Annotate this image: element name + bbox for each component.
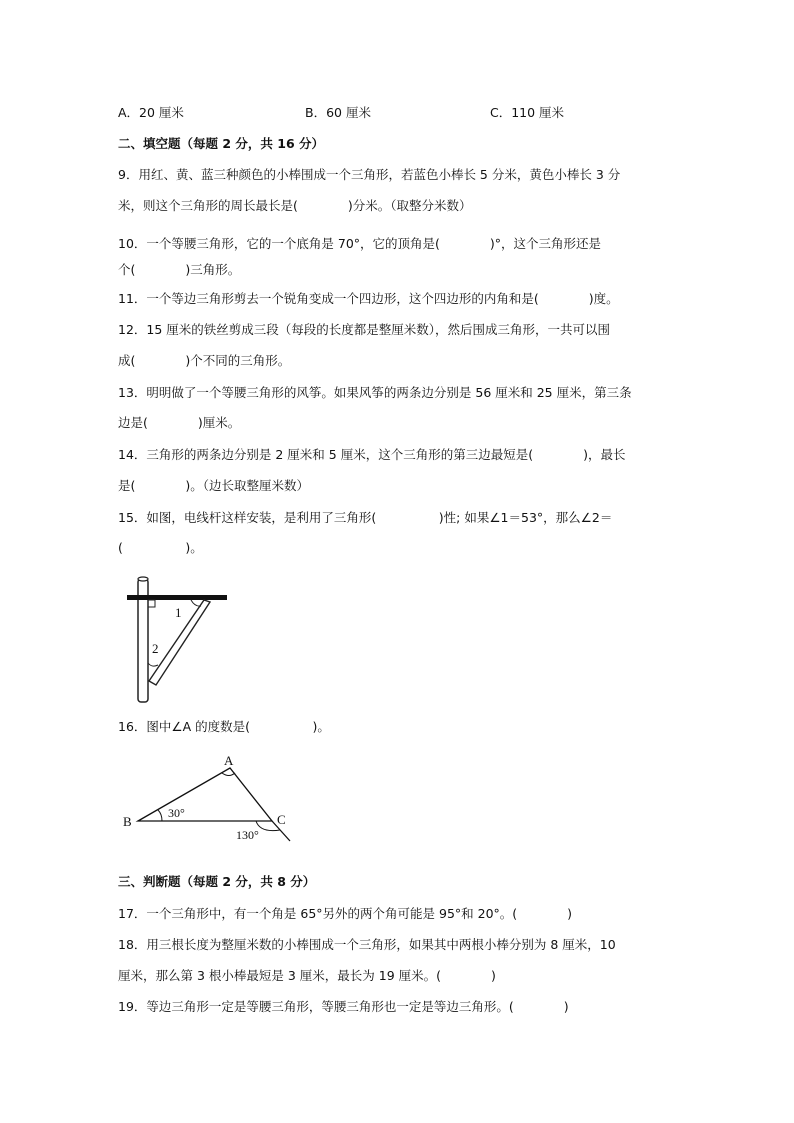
- question-12-line-1: 12．15 厘米的铁丝剪成三段（每段的长度都是整厘米数），然后围成三角形，一共可以围: [118, 322, 611, 337]
- question-10-line-1: 10．一个等腰三角形，它的一个底角是 70°，它的顶角是( )°，这个三角形还是: [118, 236, 602, 251]
- angle-c-value: 130°: [236, 828, 259, 842]
- question-13-line-2: 边是( )厘米。: [118, 415, 241, 430]
- triangle-abc: [138, 768, 272, 821]
- right-angle-mark: [148, 600, 155, 607]
- question-15-line-2: ( )。: [118, 540, 203, 555]
- crossbar: [127, 595, 227, 600]
- figure-utility-pole: [125, 575, 235, 705]
- vertex-b-label: B: [123, 814, 132, 829]
- question-14-line-1: 14．三角形的两条边分别是 2 厘米和 5 厘米，这个三角形的第三边最短是( )，最长: [118, 447, 626, 462]
- option-c: C．110 厘米: [490, 105, 565, 120]
- section-heading-true-false: 三、判断题（每题 2 分，共 8 分）: [118, 874, 316, 889]
- question-16-line-1: 16．图中∠A 的度数是( )。: [118, 719, 330, 734]
- question-15-line-1: 15．如图，电线杆这样安装，是利用了三角形( )性; 如果∠1＝53°，那么∠2＝: [118, 510, 613, 525]
- question-9-line-2: 米，则这个三角形的周长最长是( )分米。（取整分米数）: [118, 198, 472, 213]
- question-19-line-1: 19．等边三角形一定是等腰三角形，等腰三角形也一定是等边三角形。( ): [118, 999, 569, 1014]
- question-18-line-1: 18．用三根长度为整厘米数的小棒围成一个三角形，如果其中两根小棒分别为 8 厘米，10: [118, 937, 616, 952]
- question-13-line-1: 13．明明做了一个等腰三角形的风筝。如果风筝的两条边分别是 56 厘米和 25 厘米，第三条: [118, 385, 632, 400]
- question-10-line-2: 个( )三角形。: [118, 262, 241, 277]
- option-b: B．60 厘米: [305, 105, 371, 120]
- angle-1-arc: [191, 600, 201, 606]
- angle-2-label: 2: [152, 641, 159, 656]
- question-14-line-2: 是( )。（边长取整厘米数）: [118, 478, 310, 493]
- vertex-c-label: C: [277, 812, 286, 827]
- angle-b-arc: [158, 810, 162, 821]
- section-heading-fill-in: 二、填空题（每题 2 分，共 16 分）: [118, 136, 325, 151]
- angle-a-arc: [222, 773, 235, 776]
- question-11-line-1: 11．一个等边三角形剪去一个锐角变成一个四边形，这个四边形的内角和是( )度。: [118, 291, 619, 306]
- figure-triangle-abc: [118, 755, 298, 845]
- angle-b-value: 30°: [168, 806, 185, 820]
- vertex-a-label: A: [224, 753, 234, 768]
- angle-2-arc: [148, 663, 158, 666]
- option-a: A．20 厘米: [118, 105, 184, 120]
- question-12-line-2: 成( )个不同的三角形。: [118, 353, 291, 368]
- angle-1-label: 1: [175, 605, 182, 620]
- question-18-line-2: 厘米，那么第 3 根小棒最短是 3 厘米，最长为 19 厘米。( ): [118, 968, 496, 983]
- question-9-line-1: 9．用红、黄、蓝三种颜色的小棒围成一个三角形，若蓝色小棒长 5 分米，黄色小棒长 3 分: [118, 167, 621, 182]
- question-17-line-1: 17．一个三角形中，有一个角是 65°另外的两个角可能是 95°和 20°。( ): [118, 906, 573, 921]
